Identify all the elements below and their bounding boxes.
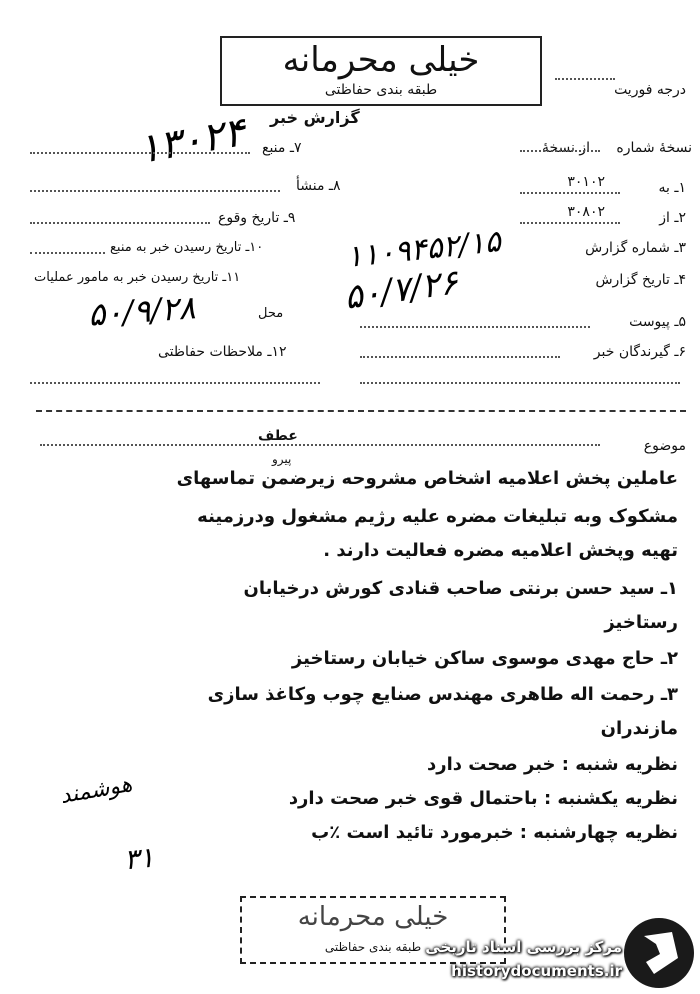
watermark-text: مرکز بررسی اسناد تاریخی xyxy=(425,938,622,956)
body-line-7: ۳ـ رحمت اله طاهری مهندس صنایع چوب وکاغذ سازی xyxy=(207,684,678,705)
body-line-8: مازندران xyxy=(600,718,678,739)
bottom-stamp-subtitle: طبقه بندی حفاظتی xyxy=(324,940,422,954)
body-line-11: نظریه چهارشنبه : خبرمورد تائید است ٪ب xyxy=(311,822,678,843)
attachment-dots xyxy=(360,326,590,328)
atf-label: عطف xyxy=(258,428,298,444)
from-dots xyxy=(520,222,620,224)
occurrence-date-label: ۹ـ تاریخ وقوع xyxy=(218,210,296,226)
copy-number-label: نسخهٔ شماره xyxy=(616,140,692,156)
recipients-label: ۶ـ گیرندگان خبر xyxy=(593,344,686,360)
bottom-stamp-title: خیلی محرمانه xyxy=(297,902,449,932)
atf-dots xyxy=(40,444,600,446)
body-line-5: رستاخیز xyxy=(604,612,678,633)
body-line-4: ۱ـ سید حسن برنتی صاحب قنادی کورش درخیابان xyxy=(243,578,678,599)
section-separator xyxy=(36,410,686,412)
handwritten-initials: ۳۱ xyxy=(122,840,156,877)
peiro-label: پیرو xyxy=(272,452,292,466)
stamp-subtitle: طبقه بندی حفاظتی xyxy=(324,82,438,98)
from-value: ۳۰۸۰۲ xyxy=(567,204,605,220)
origin-dots xyxy=(30,190,280,192)
copy-number-extra: از نسخهٔ xyxy=(541,140,590,156)
security-notes-label: ۱۲ـ ملاحظات حفاظتی xyxy=(158,344,287,360)
body-line-6: ۲ـ حاج مهدی موسوی ساکن خیابان رستاخیز xyxy=(291,648,678,669)
from-label: ۲ـ از xyxy=(659,210,686,226)
report-date-label: ۴ـ تاریخ گزارش xyxy=(595,272,686,288)
recipients-dots xyxy=(360,356,560,358)
copy-number-dots xyxy=(520,150,600,152)
location-label: محل xyxy=(258,306,284,321)
security-notes-dots xyxy=(30,382,320,384)
occurrence-dots xyxy=(30,222,210,224)
body-line-3: تهیه وپخش اعلامیه مضره فعالیت دارند . xyxy=(323,540,678,561)
recipients-dots-2 xyxy=(360,382,680,384)
report-number-label: ۳ـ شماره گزارش xyxy=(585,240,686,256)
body-line-10: نظریه یکشنبه : باحتمال قوی خبر صحت دارد xyxy=(288,788,678,809)
attachment-label: ۵ـ پیوست xyxy=(629,314,686,330)
to-dots xyxy=(520,192,620,194)
report-date-value: ۵۰/۷/۲۶ xyxy=(341,262,461,318)
watermark-url: historydocuments.ir xyxy=(451,962,622,980)
agent-date-value: ۵۰/۹/۲۸ xyxy=(86,288,197,334)
source-date-label: ۱۰ـ تاریخ رسیدن خبر به منبع xyxy=(110,240,264,255)
body-line-2: مشکوک وبه تبلیغات مضره علیه رژیم مشغول ودرزمینه xyxy=(197,506,678,527)
handwritten-margin-note: هوشمند xyxy=(58,771,134,810)
report-title: گزارش خبر xyxy=(270,108,360,127)
to-value: ۳۰۱۰۲ xyxy=(567,174,605,190)
subject-label: موضوع xyxy=(643,438,686,454)
top-classification-stamp xyxy=(220,36,542,106)
watermark-logo-icon xyxy=(624,918,694,988)
agent-date-label: ۱۱ـ تاریخ رسیدن خبر به مامور عملیات xyxy=(34,270,241,285)
body-line-1: عاملین پخش اعلامیه اشخاص مشروحه زیرضمن تماسهای xyxy=(176,468,678,489)
priority-dots xyxy=(555,78,615,80)
stamp-title: خیلی محرمانه xyxy=(282,40,480,80)
report-number-value: ۱۱۰۹۴۵۲/۱۵ xyxy=(344,223,503,276)
body-line-9: نظریه شنبه : خبر صحت دارد xyxy=(427,754,678,775)
source-label: ۷ـ منبع xyxy=(262,140,302,156)
handwritten-top-number: ۱۳۰۲۴ xyxy=(134,109,249,173)
source-date-dots xyxy=(30,252,105,254)
priority-label: درجه فوریت xyxy=(614,82,686,98)
source-dots xyxy=(30,152,250,154)
origin-label: ۸ـ منشأ xyxy=(296,178,341,194)
to-label: ۱ـ به xyxy=(658,180,686,196)
